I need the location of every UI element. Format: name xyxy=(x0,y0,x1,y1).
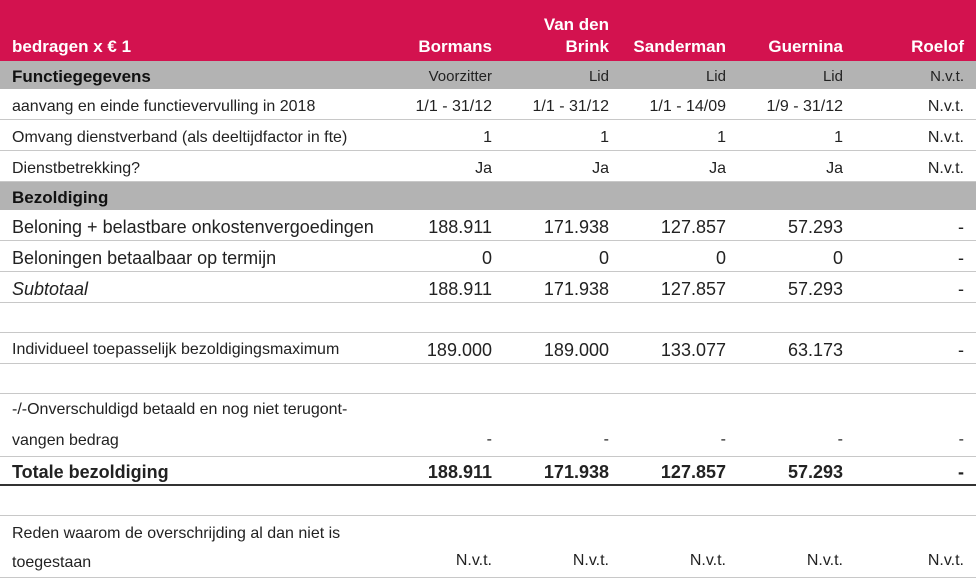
spacer-row xyxy=(0,486,976,516)
maximum-row xyxy=(0,333,976,364)
row-value: 188.911 xyxy=(428,217,492,237)
row-label: Omvang dienstverband (als deeltijdfactor in fte) xyxy=(12,129,348,146)
row-value: N.v.t. xyxy=(572,552,609,569)
header-sanderman: Sanderman xyxy=(633,37,726,56)
table-row xyxy=(0,89,976,120)
role-cell: Lid xyxy=(588,68,609,85)
row-value: 63.173 xyxy=(787,340,843,360)
section-title: Bezoldiging xyxy=(12,188,109,207)
header-roelof: Roelof xyxy=(911,37,964,56)
section-bezoldiging xyxy=(0,182,976,210)
onverschuldigd-row xyxy=(0,394,976,457)
row-value: Ja xyxy=(592,160,609,177)
row-value: 57.293 xyxy=(787,462,843,482)
row-value: - xyxy=(720,431,726,448)
row-value: 188.911 xyxy=(427,462,492,482)
spacer-row xyxy=(0,303,976,333)
row-value: 57.293 xyxy=(787,279,843,299)
row-value: 1 xyxy=(483,129,492,146)
reden-row xyxy=(0,516,976,578)
row-label: -/-Onverschuldigd betaald en nog niet terugont- vangen bedrag xyxy=(12,401,348,449)
row-value: N.v.t. xyxy=(806,552,843,569)
row-value: - xyxy=(486,431,492,448)
row-value: N.v.t. xyxy=(927,160,964,177)
row-value: 127.857 xyxy=(660,279,726,299)
row-value: 0 xyxy=(715,248,726,268)
row-label: Individueel toepasselijk bezoldigingsmaximum xyxy=(12,341,340,358)
row-value: 127.857 xyxy=(660,462,726,482)
row-value: - xyxy=(958,248,964,268)
spacer-row xyxy=(0,364,976,394)
row-value: 188.911 xyxy=(428,279,492,299)
row-value: 1 xyxy=(834,129,843,146)
table-row xyxy=(0,210,976,241)
row-value: Ja xyxy=(709,160,726,177)
table-row xyxy=(0,241,976,272)
section-title: Functiegegevens xyxy=(12,67,151,86)
row-value: - xyxy=(958,279,964,299)
row-value: 1 xyxy=(717,129,726,146)
row-value: N.v.t. xyxy=(927,129,964,146)
header-van-den-brink: Van den Brink xyxy=(543,15,609,56)
row-label: Beloning + belastbare onkostenvergoedingen xyxy=(12,217,374,237)
row-value: 1/1 - 31/12 xyxy=(532,98,609,115)
table-row xyxy=(0,120,976,151)
header-label: bedragen x € 1 xyxy=(12,37,132,56)
row-value: - xyxy=(958,217,964,237)
table-header xyxy=(0,0,976,61)
row-value: 0 xyxy=(481,248,492,268)
row-value: 1/1 - 31/12 xyxy=(415,98,492,115)
row-value: - xyxy=(837,431,843,448)
row-value: - xyxy=(958,462,964,482)
row-value: 1/1 - 14/09 xyxy=(649,98,726,115)
role-cell: Voorzitter xyxy=(428,68,492,85)
header-guernina: Guernina xyxy=(768,37,843,56)
row-label: aanvang en einde functievervulling in 2018 xyxy=(12,98,316,115)
row-value: 189.000 xyxy=(426,340,492,360)
row-value: 127.857 xyxy=(660,217,726,237)
table-row xyxy=(0,151,976,182)
row-value: 171.938 xyxy=(543,462,609,482)
role-cell: Lid xyxy=(705,68,726,85)
role-cell: Lid xyxy=(822,68,843,85)
row-value: - xyxy=(603,431,609,448)
row-value: N.v.t. xyxy=(689,552,726,569)
row-value: 171.938 xyxy=(543,217,609,237)
row-value: 1/9 - 31/12 xyxy=(766,98,843,115)
section-functiegegevens xyxy=(0,61,976,89)
row-value: 189.000 xyxy=(543,340,609,360)
row-value: 171.938 xyxy=(543,279,609,299)
header-bormans: Bormans xyxy=(418,37,492,56)
row-value: Ja xyxy=(475,160,492,177)
row-label: Beloningen betaalbaar op termijn xyxy=(12,248,277,268)
subtotal-row xyxy=(0,272,976,303)
row-value: N.v.t. xyxy=(927,552,964,569)
row-value: N.v.t. xyxy=(455,552,492,569)
row-label: Subtotaal xyxy=(12,279,89,299)
row-value: 57.293 xyxy=(787,217,843,237)
row-label: Dienstbetrekking? xyxy=(12,160,141,177)
row-value: 1 xyxy=(600,129,609,146)
row-value: 0 xyxy=(832,248,843,268)
row-label: Totale bezoldiging xyxy=(12,462,169,482)
row-value: 0 xyxy=(598,248,609,268)
row-value: 133.077 xyxy=(660,340,726,360)
row-value: N.v.t. xyxy=(927,98,964,115)
row-value: - xyxy=(958,340,964,360)
row-value: Ja xyxy=(826,160,843,177)
row-value: - xyxy=(958,431,964,448)
role-cell: N.v.t. xyxy=(930,68,964,85)
total-row xyxy=(0,457,976,486)
row-label: Reden waarom de overschrijding al dan niet is toegestaan xyxy=(12,525,341,571)
